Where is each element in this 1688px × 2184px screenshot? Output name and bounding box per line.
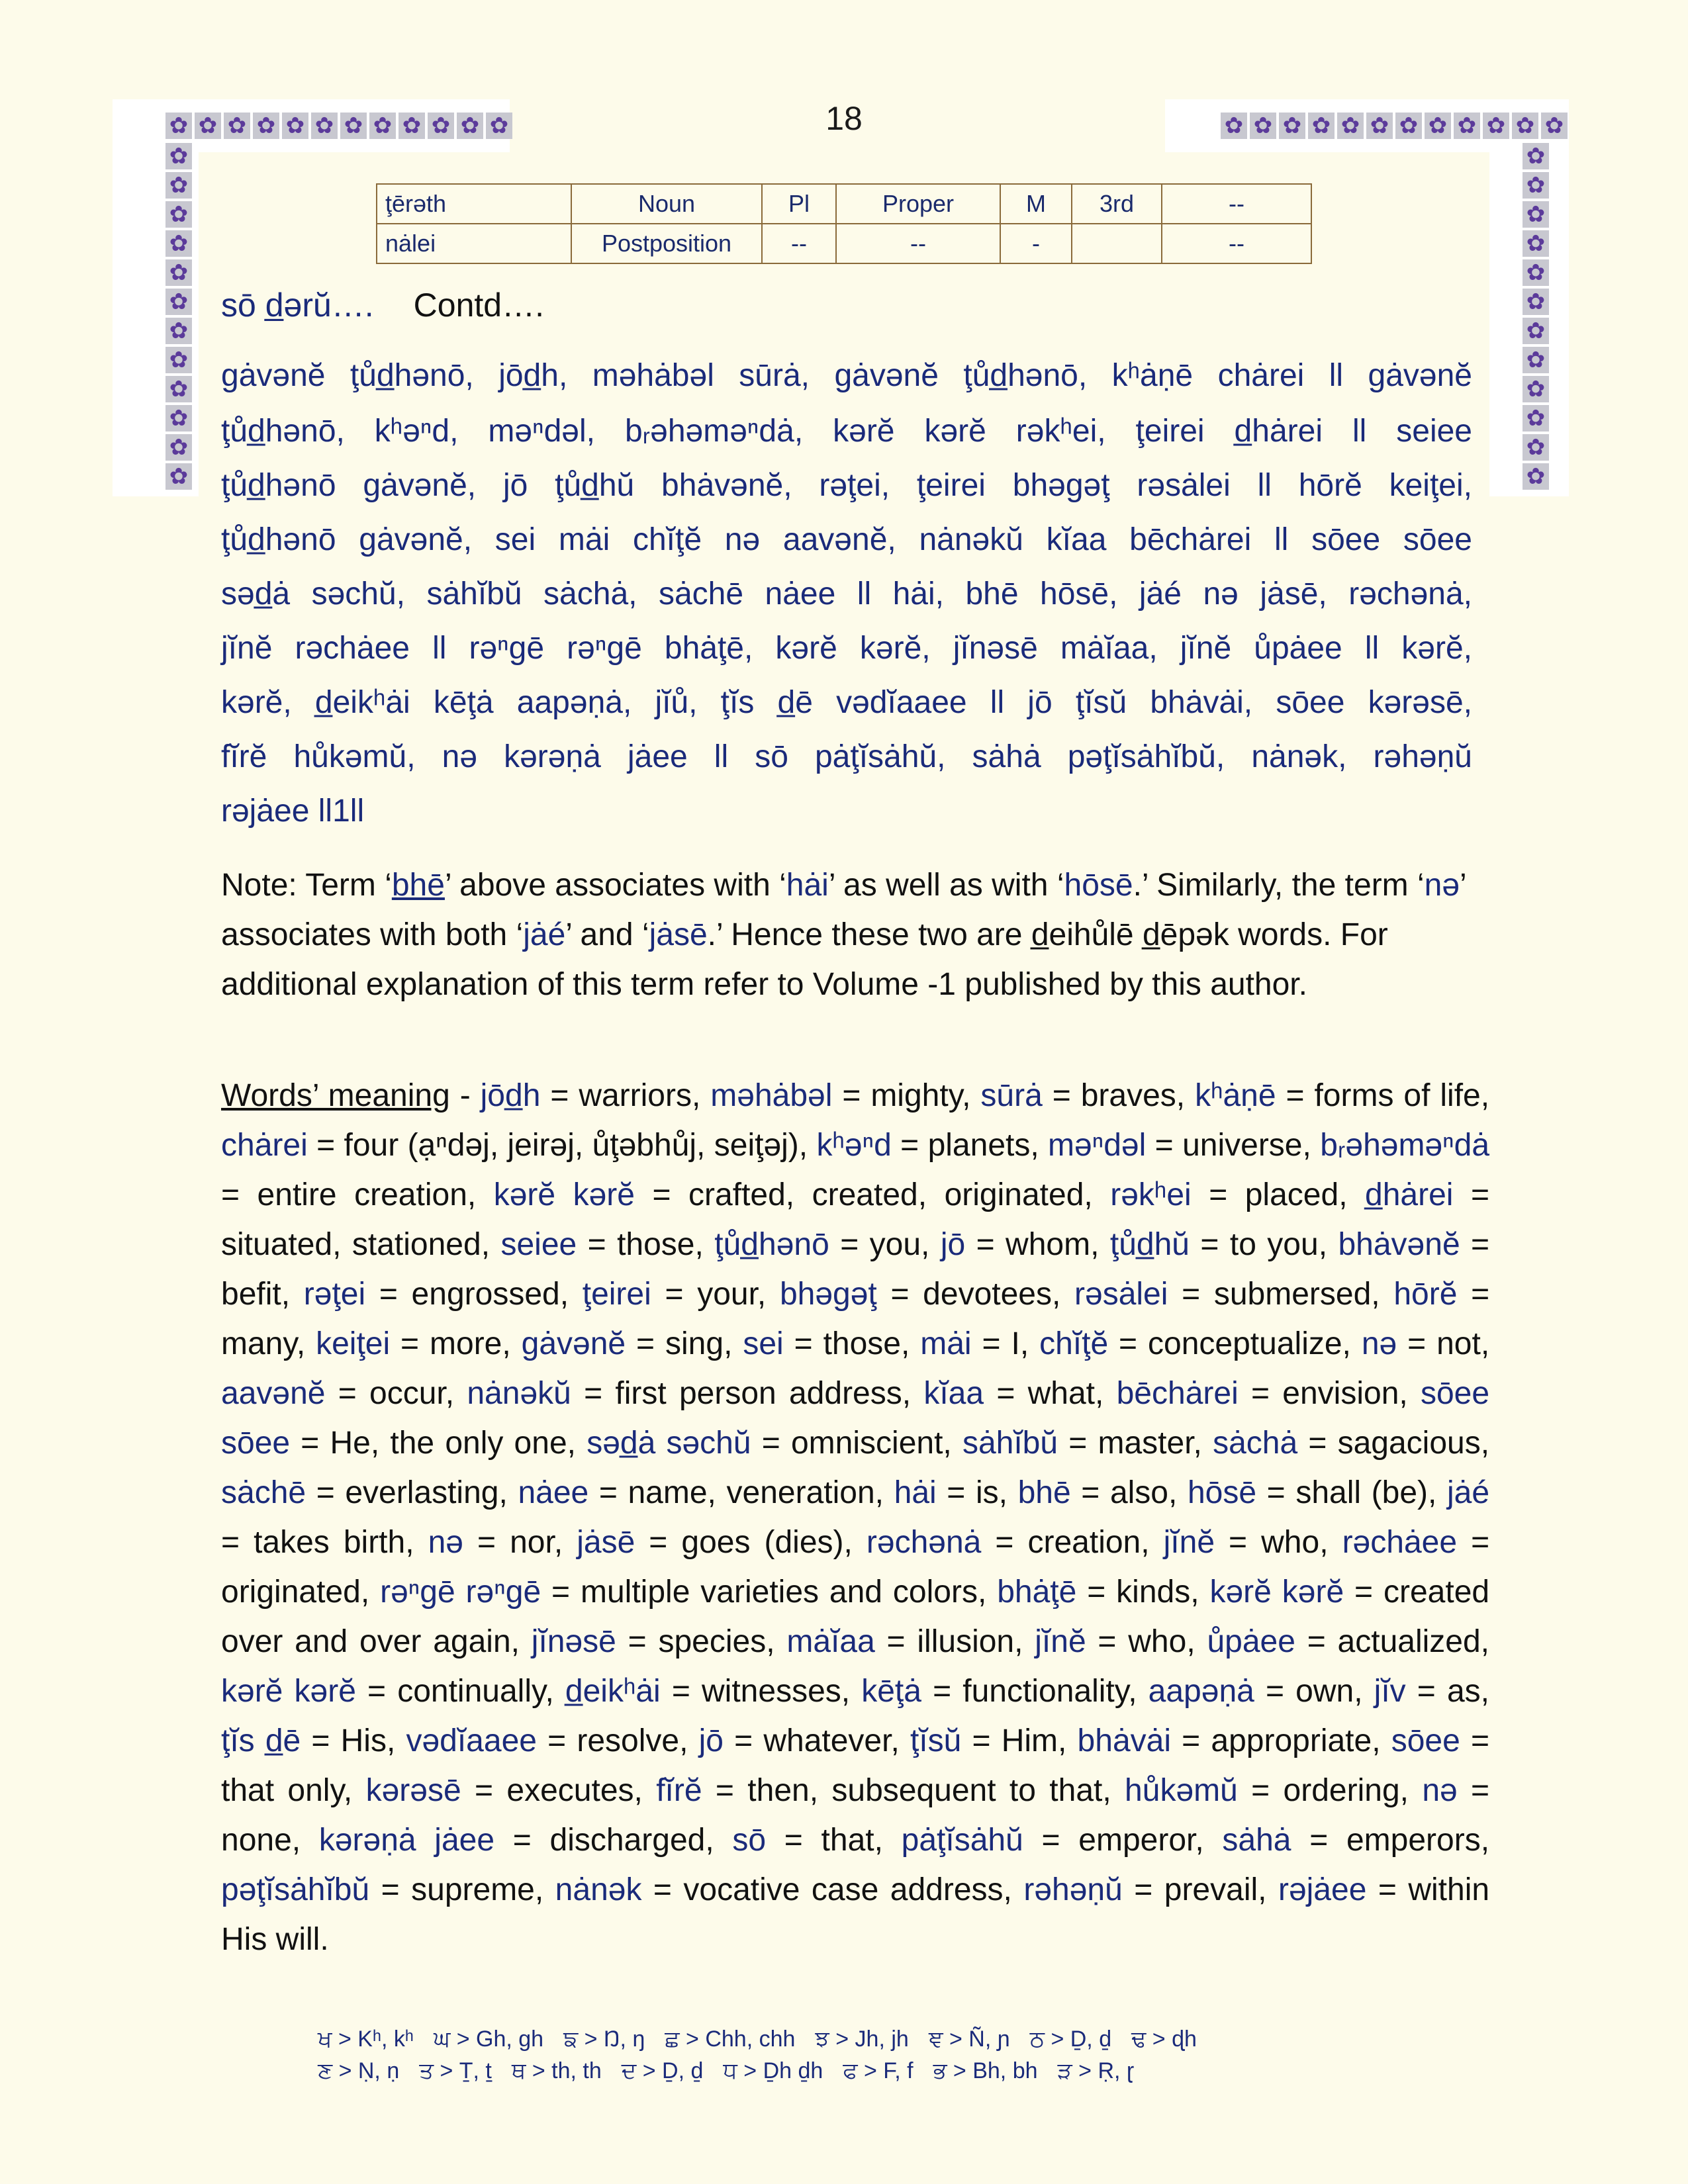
meaning-definition: witnesses <box>702 1674 841 1709</box>
legend-entry: ਧ > Ḏh ḏh <box>723 2058 823 2083</box>
flower-icon: ✿ <box>165 318 192 344</box>
verse-line: ţůd̲hənō, kʰəⁿd, məⁿdəl, bᵣəhəməⁿdȧ, kərĕ kərĕ rəkʰei, ţeirei d̲hȧrei ll seiee <box>221 414 1472 449</box>
meaning-definition: those <box>823 1326 901 1361</box>
flower-icon: ✿ <box>399 113 425 139</box>
meaning-definition: devotees <box>923 1277 1052 1312</box>
flower-icon: ✿ <box>1512 113 1538 139</box>
table-cell: -- <box>762 224 836 263</box>
meaning-term: hōrĕ <box>1393 1277 1458 1312</box>
flower-icon: ✿ <box>1523 376 1549 402</box>
legend-entry: ਣ > Ṇ, ṇ <box>318 2058 400 2083</box>
meaning-definition: sagacious <box>1337 1426 1481 1461</box>
note-text: ’ associates with both ‘ <box>221 868 1466 952</box>
flower-border-top-left <box>165 113 512 139</box>
flower-icon: ✿ <box>165 259 192 286</box>
meaning-definition: illusion <box>917 1624 1015 1659</box>
meaning-term: aavənĕ <box>221 1376 326 1411</box>
meaning-definition: everlasting <box>345 1475 499 1510</box>
meaning-definition: shall (be) <box>1295 1475 1429 1510</box>
flower-border-right <box>1523 143 1549 490</box>
meaning-term: sȧchē <box>221 1475 306 1510</box>
legend-entry: ਫ > F, f <box>843 2058 914 2083</box>
legend-entry: ਛ > Chh, chh <box>665 2026 796 2052</box>
flower-icon: ✿ <box>1523 201 1549 228</box>
flower-icon: ✿ <box>486 113 512 139</box>
meaning-definition: who <box>1261 1525 1320 1560</box>
meaning-definition: submersed <box>1213 1277 1372 1312</box>
meaning-definition: He, the only one <box>330 1426 567 1461</box>
meaning-term: chȧrei <box>221 1128 308 1163</box>
meaning-definition: ordering <box>1283 1773 1400 1808</box>
meaning-term: rəⁿgē rəⁿgē <box>380 1574 541 1610</box>
meaning-definition: you <box>869 1227 921 1262</box>
meaning-term: pȧţĭsȧhŭ <box>901 1823 1023 1858</box>
meaning-definition: that <box>821 1823 874 1858</box>
flower-icon: ✿ <box>1523 259 1549 286</box>
meaning-term: jȧé <box>1446 1475 1490 1510</box>
meaning-definition: emperors <box>1346 1823 1481 1858</box>
meaning-term: nə <box>1422 1773 1458 1808</box>
meaning-term: nə <box>428 1525 463 1560</box>
meaning-term: ůpȧee <box>1207 1624 1295 1659</box>
flower-icon: ✿ <box>1425 113 1451 139</box>
verse-line: gȧvənĕ ţůd̲hənō, jōd̲h, məhȧbəl sūrȧ, gȧvənĕ ţůd̲hənō, kʰȧṇē chȧrei ll gȧvənĕ <box>221 358 1472 393</box>
meaning-term: bēchȧrei <box>1116 1376 1239 1411</box>
meaning-definition: resolve <box>577 1723 680 1758</box>
meaning-term: sō <box>732 1823 767 1858</box>
meaning-definition: none <box>221 1823 292 1858</box>
flower-icon: ✿ <box>165 289 192 315</box>
meaning-definition: entire creation <box>257 1177 467 1212</box>
meaning-definition: goes (dies) <box>681 1525 844 1560</box>
verse-line: fĭrĕ hůkəmŭ, nə kərəṇȧ jȧee ll sō pȧţĭsȧhŭ, sȧhȧ pəţĭsȧhĭbŭ, nȧnək, rəhəṇŭ <box>221 739 1472 774</box>
meaning-definition: what <box>1027 1376 1096 1411</box>
meaning-definition: continually <box>397 1674 545 1709</box>
meaning-definition: actualized <box>1337 1624 1481 1659</box>
meaning-term: gȧvənĕ <box>521 1326 626 1361</box>
flower-icon: ✿ <box>369 113 396 139</box>
meaning-definition: to you <box>1229 1227 1319 1262</box>
meaning-definition: many <box>221 1326 297 1361</box>
note-term: hȧi <box>786 868 829 903</box>
table-cell: Postposition <box>571 224 762 263</box>
flower-icon: ✿ <box>165 201 192 228</box>
legend-entry: ਞ > Ñ, ɲ <box>928 2026 1010 2052</box>
flower-border-top-right <box>1221 113 1568 139</box>
meaning-definition: crafted, created, originated <box>688 1177 1084 1212</box>
meaning-term: d̲eikʰȧi <box>565 1674 661 1709</box>
flower-icon: ✿ <box>253 113 279 139</box>
flower-border-left <box>165 143 192 490</box>
table-cell: M <box>1000 184 1072 224</box>
meaning-definition: four (ạⁿdəj, jeirəj, ůţəbhůj, seiţəj) <box>344 1128 799 1163</box>
flower-icon: ✿ <box>1523 405 1549 432</box>
meaning-term: bhȧvȧi <box>1077 1723 1171 1758</box>
meaning-definition: within His will. <box>221 1872 1490 1957</box>
meaning-term: rəţei <box>303 1277 366 1312</box>
meaning-term: jō <box>698 1723 724 1758</box>
verse-line: jĭnĕ rəchȧee ll rəⁿgē rəⁿgē bhȧţē, kərĕ kərĕ, jĭnəsē mȧĭaa, jĭnĕ ůpȧee ll kərĕ, <box>221 631 1472 666</box>
meaning-definition: emperor <box>1078 1823 1196 1858</box>
meaning-definition: first person address <box>615 1376 902 1411</box>
meaning-term: rəsȧlei <box>1074 1277 1168 1312</box>
meaning-term: kərəsē <box>365 1773 461 1808</box>
meaning-definition: placed <box>1244 1177 1339 1212</box>
meaning-term: sei <box>743 1326 784 1361</box>
flower-icon: ✿ <box>165 143 192 169</box>
flower-icon: ✿ <box>1366 113 1393 139</box>
meaning-term: mȧi <box>920 1326 972 1361</box>
legend-entry: ੜ > Ṛ, ɽ <box>1057 2058 1135 2083</box>
meaning-term: seiee <box>500 1227 577 1262</box>
meaning-term: jĭv <box>1374 1674 1406 1709</box>
meaning-definition: own <box>1295 1674 1354 1709</box>
meaning-definition: Him <box>1001 1723 1058 1758</box>
meaning-term: məhȧbəl <box>710 1078 833 1113</box>
flower-icon: ✿ <box>340 113 367 139</box>
meaning-definition: originated <box>221 1574 361 1610</box>
meaning-term: hůkəmŭ <box>1125 1773 1238 1808</box>
legend-entry: ਦ > Ḏ, ḏ <box>621 2058 704 2083</box>
verse-line: ţůd̲hənō gȧvənĕ, jō ţůd̲hŭ bhȧvənĕ, rəţei, ţeirei bhəgəţ rəsȧlei ll hōrĕ keiţei, <box>221 468 1472 503</box>
flower-icon: ✿ <box>195 113 221 139</box>
meaning-term: bhē <box>1017 1475 1071 1510</box>
note-term: hōsē <box>1064 868 1133 903</box>
flower-icon: ✿ <box>1483 113 1509 139</box>
meaning-definition: conceptualize <box>1148 1326 1342 1361</box>
meaning-term: jȧsē <box>577 1525 635 1560</box>
flower-icon: ✿ <box>1523 289 1549 315</box>
meaning-definition: as <box>1446 1674 1481 1709</box>
table-cell: nȧlei <box>377 224 571 263</box>
table-cell: ţērəth <box>377 184 571 224</box>
meaning-term: jĭnĕ <box>1035 1624 1086 1659</box>
flower-icon: ✿ <box>1221 113 1247 139</box>
meaning-term: ţĭsŭ <box>910 1723 962 1758</box>
meaning-term: aapəṇȧ <box>1148 1674 1254 1709</box>
meaning-term: nȧee <box>518 1475 589 1510</box>
meaning-definition: befit <box>221 1277 281 1312</box>
note-text: .’ Hence these two are d̲eihůlē d̲ēpək words. For additional explanation of this term refer to Volume -1 published by this author. <box>221 917 1388 1002</box>
contd-label: Contd…. <box>413 287 544 324</box>
meaning-definition: engrossed <box>411 1277 560 1312</box>
meaning-definition: also <box>1109 1475 1168 1510</box>
flower-icon: ✿ <box>1279 113 1305 139</box>
meaning-term: kʰȧṇē <box>1195 1078 1276 1113</box>
meaning-definition: warriors <box>579 1078 692 1113</box>
verse-line: ţůd̲hənō gȧvənĕ, sei mȧi chĭţĕ nə aavənĕ, nȧnəkŭ kĭaa bēchȧrei ll sōee sōee <box>221 522 1472 557</box>
transliteration-legend <box>318 2026 1197 2090</box>
meaning-term: sȧchȧ <box>1213 1426 1298 1461</box>
flower-icon: ✿ <box>165 463 192 490</box>
meaning-definition: discharged <box>549 1823 706 1858</box>
meaning-term: fĭrĕ <box>656 1773 702 1808</box>
legend-entry: ਝ > Jh, jh <box>815 2026 909 2052</box>
note-text: .’ Similarly, the term ‘ <box>1133 868 1425 903</box>
meaning-term: hȧi <box>894 1475 937 1510</box>
meaning-definition: sing <box>665 1326 724 1361</box>
flower-icon: ✿ <box>1523 463 1549 490</box>
table-cell: Proper <box>836 184 1000 224</box>
meaning-term: bhȧţē <box>997 1574 1077 1610</box>
meaning-term: rəchȧee <box>1342 1525 1458 1560</box>
note-paragraph <box>221 860 1489 1009</box>
legend-entry: ਙ > Ŋ, ŋ <box>563 2026 645 2052</box>
meaning-term: bᵣəhəməⁿdȧ <box>1320 1128 1490 1163</box>
meaning-term: rəhəṇŭ <box>1023 1872 1123 1907</box>
table-row <box>377 224 1311 263</box>
words-meaning-dash: - <box>449 1078 481 1113</box>
legend-entry: ਘ > Gh, gh <box>433 2026 544 2052</box>
flower-icon: ✿ <box>1250 113 1276 139</box>
meaning-term: jō <box>940 1227 966 1262</box>
meaning-definition: supreme <box>411 1872 535 1907</box>
meaning-definition: species <box>658 1624 767 1659</box>
flower-icon: ✿ <box>1395 113 1422 139</box>
note-term: jȧé <box>523 917 566 952</box>
flower-icon: ✿ <box>1523 143 1549 169</box>
meaning-term: ţeirei <box>582 1277 651 1312</box>
legend-entry: ਭ > Bh, bh <box>933 2058 1038 2083</box>
note-text: ’ above associates with ‘ <box>444 868 786 903</box>
meaning-term: jōd̲h <box>480 1078 541 1113</box>
table-cell: -- <box>1162 224 1311 263</box>
meaning-definition: master <box>1098 1426 1194 1461</box>
flower-icon: ✿ <box>165 434 192 461</box>
contd-transliteration: sō d̲ərŭ…. <box>221 287 374 324</box>
meaning-term: ţůd̲hənō <box>714 1227 829 1262</box>
meaning-term: bhəgəţ <box>779 1277 877 1312</box>
meaning-definition: is <box>975 1475 999 1510</box>
meaning-term: d̲hȧrei <box>1365 1177 1454 1212</box>
meaning-definition: planets <box>927 1128 1031 1163</box>
meaning-definition: who <box>1128 1624 1187 1659</box>
meaning-term: nȧnəkŭ <box>467 1376 571 1411</box>
meaning-definition: whatever <box>763 1723 891 1758</box>
meaning-term: ţĭs d̲ē <box>221 1723 301 1758</box>
flower-icon: ✿ <box>1523 434 1549 461</box>
meaning-term: kēţȧ <box>861 1674 921 1709</box>
grammar-table <box>376 183 1312 264</box>
meaning-term: sȧhȧ <box>1222 1823 1291 1858</box>
meaning-term: nə <box>1361 1326 1397 1361</box>
meaning-definition: universe <box>1182 1128 1303 1163</box>
legend-entry: ਢ > ɖh <box>1131 2026 1197 2052</box>
meaning-term: kĭaa <box>923 1376 984 1411</box>
flower-icon: ✿ <box>311 113 338 139</box>
meaning-term: nȧnək <box>555 1872 642 1907</box>
meaning-term: kərĕ kərĕ <box>221 1674 356 1709</box>
note-text: ’ and ‘ <box>565 917 649 952</box>
note-term: bhē <box>391 868 445 903</box>
meaning-term: məⁿdəl <box>1048 1128 1147 1163</box>
meaning-definition: then, subsequent to that <box>747 1773 1103 1808</box>
meaning-term: sȧhĭbŭ <box>962 1426 1058 1461</box>
flower-icon: ✿ <box>1523 172 1549 199</box>
meaning-definition: your <box>697 1277 757 1312</box>
note-text: Note: Term ‘ <box>221 868 392 903</box>
flower-icon: ✿ <box>165 405 192 432</box>
flower-icon: ✿ <box>1523 347 1549 373</box>
meaning-definition: those <box>617 1227 695 1262</box>
meaning-term: vədĭaaee <box>406 1723 537 1758</box>
flower-icon: ✿ <box>165 347 192 373</box>
meaning-definition: situated, stationed <box>221 1227 481 1262</box>
meaning-term: jĭnĕ <box>1163 1525 1215 1560</box>
verse-line: kərĕ, d̲eikʰȧi kēţȧ aapəṇȧ, jĭů, ţĭs d̲ē vədĭaaee ll jō ţĭsŭ bhȧvȧi, sōee kərəsē, <box>221 685 1472 720</box>
flower-icon: ✿ <box>224 113 250 139</box>
meaning-definition: envision <box>1282 1376 1399 1411</box>
legend-row <box>318 2058 1197 2090</box>
meaning-definition: takes birth <box>254 1525 406 1560</box>
meaning-definition: mighty <box>870 1078 962 1113</box>
meaning-definition: not <box>1436 1326 1481 1361</box>
meaning-definition: executes <box>506 1773 634 1808</box>
meaning-term: kərĕ kərĕ <box>493 1177 635 1212</box>
legend-entry: ਤ > Ṯ, ṯ <box>419 2058 492 2083</box>
flower-icon: ✿ <box>428 113 454 139</box>
verse-line: səd̲ȧ səchŭ, sȧhĭbŭ sȧchȧ, sȧchē nȧee ll hȧi, bhē hōsē, jȧé nə jȧsē, rəchənȧ, <box>221 576 1472 612</box>
meaning-term: hōsē <box>1187 1475 1257 1510</box>
meaning-term: jĭnəsē <box>531 1624 616 1659</box>
meaning-definition: nor <box>510 1525 554 1560</box>
meaning-term: mȧĭaa <box>786 1624 875 1659</box>
meaning-term: kərĕ kərĕ <box>1209 1574 1344 1610</box>
table-cell: - <box>1000 224 1072 263</box>
flower-icon: ✿ <box>1523 318 1549 344</box>
flower-icon: ✿ <box>1523 230 1549 257</box>
meaning-definition: His <box>340 1723 387 1758</box>
meaning-definition: forms of life <box>1314 1078 1481 1113</box>
flower-icon: ✿ <box>165 113 192 139</box>
meaning-term: sūrȧ <box>980 1078 1043 1113</box>
meaning-definition: that only <box>221 1773 344 1808</box>
legend-entry: ਥ > th, th <box>511 2058 602 2083</box>
meaning-definition: appropriate <box>1211 1723 1372 1758</box>
note-term: jȧsē <box>649 917 708 952</box>
table-cell: Pl <box>762 184 836 224</box>
meaning-term: rəchənȧ <box>866 1525 982 1560</box>
flower-icon: ✿ <box>165 230 192 257</box>
table-cell: Noun <box>571 184 762 224</box>
meaning-term: pəţĭsȧhĭbŭ <box>221 1872 370 1907</box>
contd-line <box>221 286 544 324</box>
meaning-definition: functionality <box>962 1674 1129 1709</box>
meaning-term: bhȧvənĕ <box>1338 1227 1460 1262</box>
table-cell: -- <box>836 224 1000 263</box>
meaning-term: sōee sōee <box>221 1376 1490 1461</box>
verse-line: rəjȧee ll1ll <box>221 794 365 829</box>
table-cell: 3rd <box>1072 184 1162 224</box>
meaning-term: keiţei <box>316 1326 391 1361</box>
meaning-term: rəkʰei <box>1110 1177 1192 1212</box>
flower-icon: ✿ <box>1454 113 1480 139</box>
meaning-definition: prevail <box>1164 1872 1258 1907</box>
page-number: 18 <box>825 100 863 137</box>
meaning-definition: created over and over again <box>221 1574 1490 1659</box>
flower-icon: ✿ <box>457 113 483 139</box>
words-meaning-heading: Words’ meaning <box>221 1078 450 1113</box>
meaning-definition: kinds <box>1116 1574 1191 1610</box>
meaning-term: ţůd̲hŭ <box>1109 1227 1190 1262</box>
meaning-term: kərəṇȧ jȧee <box>318 1823 495 1858</box>
flower-icon: ✿ <box>165 376 192 402</box>
flower-icon: ✿ <box>282 113 308 139</box>
meaning-definition: omniscient <box>790 1426 943 1461</box>
meaning-definition: I <box>1011 1326 1020 1361</box>
flower-icon: ✿ <box>1541 113 1568 139</box>
table-cell: -- <box>1162 184 1311 224</box>
flower-icon: ✿ <box>1308 113 1335 139</box>
note-text: ’ as well as with ‘ <box>828 868 1064 903</box>
meaning-definition: creation <box>1027 1525 1141 1560</box>
meaning-term: chĭţĕ <box>1039 1326 1109 1361</box>
meaning-definition: name, veneration <box>628 1475 875 1510</box>
flower-icon: ✿ <box>165 172 192 199</box>
legend-row <box>318 2026 1197 2058</box>
meaning-definition: more <box>430 1326 502 1361</box>
words-meaning-paragraph: Words’ meaning - jōd̲h = warriors, məhȧbəl = mighty, sūrȧ = braves, kʰȧṇē = forms of life, chȧrei = four (ạⁿdəj, jeirəj, ůţəbhůj, seiţəj), kʰəⁿd = planets, məⁿdəl = universe, bᵣəhəməⁿdȧ = entire creation, kərĕ kərĕ = crafted, created, originated, rəkʰei = placed, d̲hȧrei = situated, stationed, seiee = those, ţůd̲hənō = you, jō = whom, ţůd̲hŭ = to you, bhȧvənĕ = befit, rəţei = engrossed, ţeirei = your, bhəgəţ = devotees, rəsȧlei = submersed, hōrĕ = many, keiţei = more, gȧvənĕ = sing, sei = those, mȧi = I, chĭţĕ = conceptualize, nə = not, aavənĕ = occur, nȧnəkŭ = first person address, kĭaa = what, bēchȧrei = envision, sōee sōee = He, the only one, səd̲ȧ səchŭ = omniscient, sȧhĭbŭ = master, sȧchȧ = sagacious, sȧchē = everlasting, nȧee = name, veneration, hȧi = is, bhē = also, hōsē = shall (be), jȧé = takes birth, nə = nor, jȧsē = goes (dies), rəchənȧ = creation, jĭnĕ = who, rəchȧee = originated, rəⁿgē rəⁿgē = multiple varieties and colors, bhȧţē = kinds, kərĕ kərĕ = created over and over again, jĭnəsē = species, mȧĭaa = illusion, jĭnĕ = who, ůpȧee = actualized, kərĕ kərĕ = continually, d̲eikʰȧi = witnesses, kēţȧ = functionality, aapəṇȧ = own, jĭv = as, ţĭs d̲ē = His, vədĭaaee = resolve, jō = whatever, ţĭsŭ = Him, bhȧvȧi = appropriate, sōee = that only, kərəsē = executes, fĭrĕ = then, subsequent to that, hůkəmŭ = ordering, nə = none, kərəṇȧ jȧee = discharged, sō = that, pȧţĭsȧhŭ = emperor, sȧhȧ = emperors, pəţĭsȧhĭbŭ = supreme, nȧnək = vocative case address, rəhəṇŭ = prevail, rəjȧee = within His will. <box>221 1078 1490 1957</box>
meaning-term: sōee <box>1391 1723 1460 1758</box>
meaning-term: səd̲ȧ səchŭ <box>586 1426 751 1461</box>
meaning-definition: occur <box>369 1376 445 1411</box>
meaning-term: kʰəⁿd <box>816 1128 892 1163</box>
note-term: nə <box>1424 868 1460 903</box>
legend-entry: ਖ > Kʰ, kʰ <box>318 2026 414 2052</box>
meaning-term: rəjȧee <box>1278 1872 1367 1907</box>
legend-entry: ਠ > Ḏ, ḏ <box>1029 2026 1112 2052</box>
meaning-definition: multiple varieties and colors <box>580 1574 978 1610</box>
meaning-definition: vocative case address <box>683 1872 1004 1907</box>
table-cell <box>1072 224 1162 263</box>
table-row <box>377 184 1311 224</box>
meaning-definition: braves <box>1080 1078 1176 1113</box>
flower-icon: ✿ <box>1337 113 1364 139</box>
meaning-definition: whom <box>1006 1227 1091 1262</box>
